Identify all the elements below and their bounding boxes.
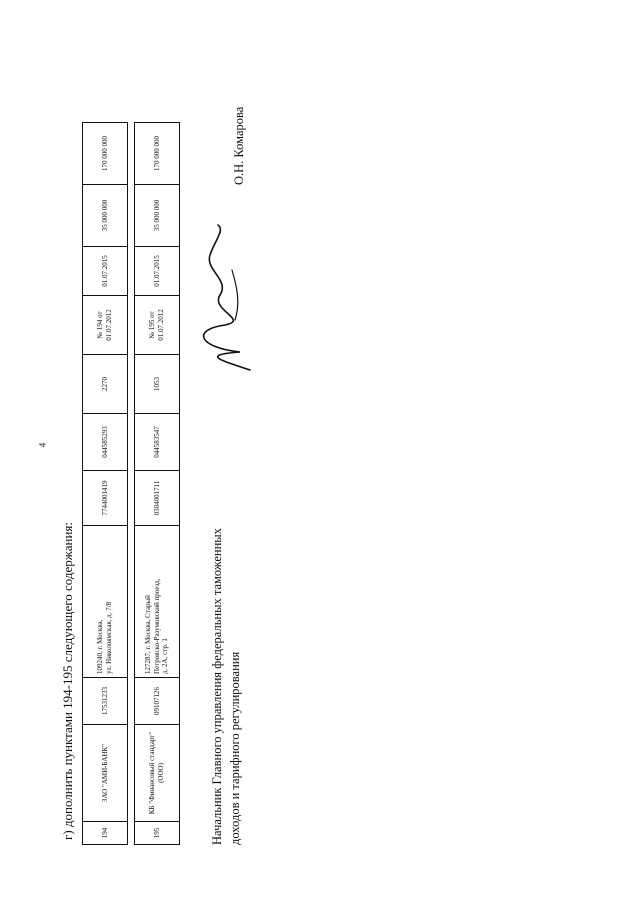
bank-name: ЗАО "АМИ-БАНК" <box>83 725 128 822</box>
address-line: ул. Николоямская, д. 7/8 <box>105 601 113 674</box>
bik: 044585293 <box>83 414 128 471</box>
document-ref <box>135 296 180 355</box>
amount-single: 35 000 000 <box>83 185 128 247</box>
bank-address <box>135 526 180 678</box>
bik: 044583547 <box>135 414 180 471</box>
document-date: 01.07.2012 <box>157 309 165 341</box>
section-heading: г) дополнить пунктами 194-195 следующего содержания: <box>60 521 75 840</box>
address-line: Петровско-Разумовский проезд, <box>152 578 161 674</box>
signatory-name: О.Н. Комарова <box>232 106 246 185</box>
license-number: 2270 <box>83 355 128 414</box>
records-table <box>82 122 180 845</box>
validity-date: 01.07.2015 <box>83 247 128 296</box>
document-ref <box>83 296 128 355</box>
amount-total: 170 000 000 <box>83 123 128 185</box>
okpo-code: 09107126 <box>135 678 180 725</box>
row-number: 195 <box>135 822 180 845</box>
page-number: 4 <box>37 442 48 448</box>
amount-total: 170 000 000 <box>135 123 180 185</box>
address-line: 109240, г. Москва, <box>96 619 105 674</box>
license-number: 1053 <box>135 355 180 414</box>
validity-date: 01.07.2015 <box>135 247 180 296</box>
bank-name: КБ "Финансовый стандарт" (ООО) <box>135 725 180 822</box>
address-line: 127287, г. Москва, Старый <box>143 595 152 674</box>
signatory-title-line: доходов и тарифного регулирования <box>228 651 242 845</box>
handwritten-signature <box>180 220 270 380</box>
inn: 7744001419 <box>83 471 128 526</box>
amount-single: 35 000 000 <box>135 185 180 247</box>
address-line: д. 2А, стр. 1 <box>161 638 170 674</box>
signatory-title <box>208 465 244 845</box>
document-date: 01.07.2012 <box>105 309 113 341</box>
bank-address <box>83 526 128 678</box>
table-row <box>83 123 128 845</box>
signatory-title-line: Начальник Главного управления федеральных таможенных <box>210 528 224 845</box>
inn: 0304001711 <box>135 471 180 526</box>
table-row <box>135 123 180 845</box>
okpo-code: 17531233 <box>83 678 128 725</box>
document-number: № 194 от <box>96 311 105 339</box>
document-number: № 195 от <box>148 311 157 339</box>
row-number: 194 <box>83 822 128 845</box>
